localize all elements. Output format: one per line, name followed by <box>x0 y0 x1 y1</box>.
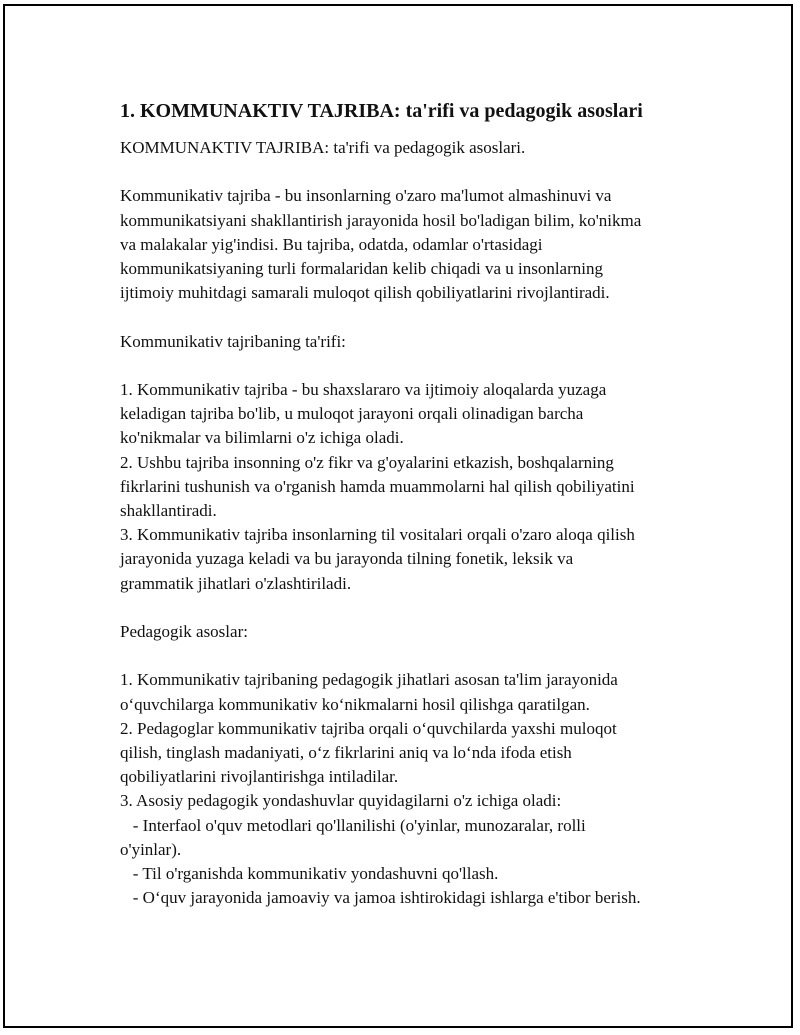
list-item: o‘quvchilarga kommunikativ ko‘nikmalarni hosil qilishga qaratilgan. <box>120 694 590 714</box>
list-item: ko'nikmalar va bilimlarni o'z ichiga oladi. <box>120 428 404 448</box>
intro-line: kommunikatsiyani shakllantirish jarayonida hosil bo'ladigan bilim, ko'nikma <box>120 210 642 230</box>
list-item: qilish, tinglash madaniyati, o‘z fikrlarini aniq va lo‘nda ifoda etish <box>120 743 572 762</box>
definition-title: Kommunikativ tajribaning ta'rifi: <box>120 331 346 351</box>
list-item: 1. Kommunikativ tajribaning pedagogik jihatlari asosan ta'lim jarayonida <box>120 670 618 690</box>
intro-line: ijtimoiy muhitdagi samarali muloqot qilish qobiliyatlarini rivojlantiradi. <box>120 283 610 303</box>
list-item: - Interfaol o'quv metodlari qo'llanilishi (o'yinlar, munozaralar, rolli <box>120 815 586 835</box>
list-item: qobiliyatlarini rivojlantirishga intiladilar. <box>120 767 399 787</box>
list-item: shakllantiradi. <box>120 501 217 520</box>
pedagogy-title: Pedagogik asoslar: <box>120 622 248 641</box>
definition-list <box>120 378 720 596</box>
document-subtitle: KOMMUNAKTIV TAJRIBA: ta'rifi va pedagogik asoslari. <box>120 138 526 157</box>
intro-paragraph <box>120 184 720 305</box>
intro-line: Kommunikativ tajriba - bu insonlarning o'zaro ma'lumot almashinuvi va <box>120 186 612 206</box>
list-item: fikrlarini tushunish va o'rganish hamda muammolarni hal qilish qobiliyatini <box>120 476 635 496</box>
document-content <box>120 98 720 935</box>
list-item: grammatik jihatlari o'zlashtiriladi. <box>120 573 352 593</box>
list-item: 1. Kommunikativ tajriba - bu shaxslararo va ijtimoiy aloqalarda yuzaga <box>120 379 607 399</box>
list-item: 3. Kommunikativ tajriba insonlarning til vositalari orqali o'zaro aloqa qilish <box>120 525 635 545</box>
list-item: 2. Pedagoglar kommunikativ tajriba orqali o‘quvchilarda yaxshi muloqot <box>120 718 617 738</box>
list-item: keladigan tajriba bo'lib, u muloqot jarayoni orqali olinadigan barcha <box>120 404 584 424</box>
list-item: 3. Asosiy pedagogik yondashuvlar quyidagilarni o'z ichiga oladi: <box>120 791 562 811</box>
intro-line: va malakalar yig'indisi. Bu tajriba, odatda, odamlar o'rtasidagi <box>120 234 543 254</box>
list-item: o'yinlar). <box>120 839 182 859</box>
document-page <box>3 4 793 1028</box>
document-heading: 1. KOMMUNAKTIV TAJRIBA: ta'rifi va pedagogik asoslari <box>120 100 643 122</box>
list-item: - O‘quv jarayonida jamoaviy va jamoa ishtirokidagi ishlarga e'tibor berish. <box>120 888 641 908</box>
list-item: jarayonida yuzaga keladi va bu jarayonda tilning fonetik, leksik va <box>120 549 574 569</box>
list-item: - Til o'rganishda kommunikativ yondashuvni qo'llash. <box>120 864 499 884</box>
pedagogy-list <box>120 668 720 910</box>
intro-line: kommunikatsiyaning turli formalaridan kelib chiqadi va u insonlarning <box>120 259 603 278</box>
list-item: 2. Ushbu tajriba insonning o'z fikr va g'oyalarini etkazish, boshqalarning <box>120 452 614 472</box>
